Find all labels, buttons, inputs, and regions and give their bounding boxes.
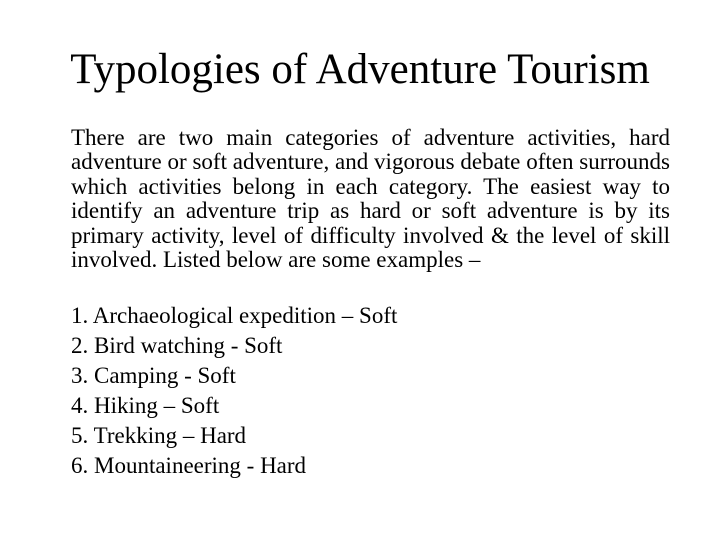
list-item: 3. Camping - Soft (71, 363, 236, 388)
list-item: 6. Mountaineering - Hard (71, 453, 307, 478)
list-item: 5. Trekking – Hard (71, 423, 247, 448)
slide-title: Typologies of Adventure Tourism (70, 46, 650, 93)
list-item: 4. Hiking – Soft (71, 393, 220, 418)
examples-list (71, 301, 397, 481)
list-item: 1. Archaeological expedition – Soft (71, 303, 398, 328)
intro-paragraph: There are two main categories of adventure activities, hard adventure or soft adventure, and vigorous debate often surrounds which activities belong in each category. The easiest way to identify an adventure trip as hard or soft adventure is by its primary activity, level of difficulty involved & the level of skill involved. Listed below are some examples – (71, 125, 670, 273)
list-item: 2. Bird watching - Soft (71, 333, 283, 358)
